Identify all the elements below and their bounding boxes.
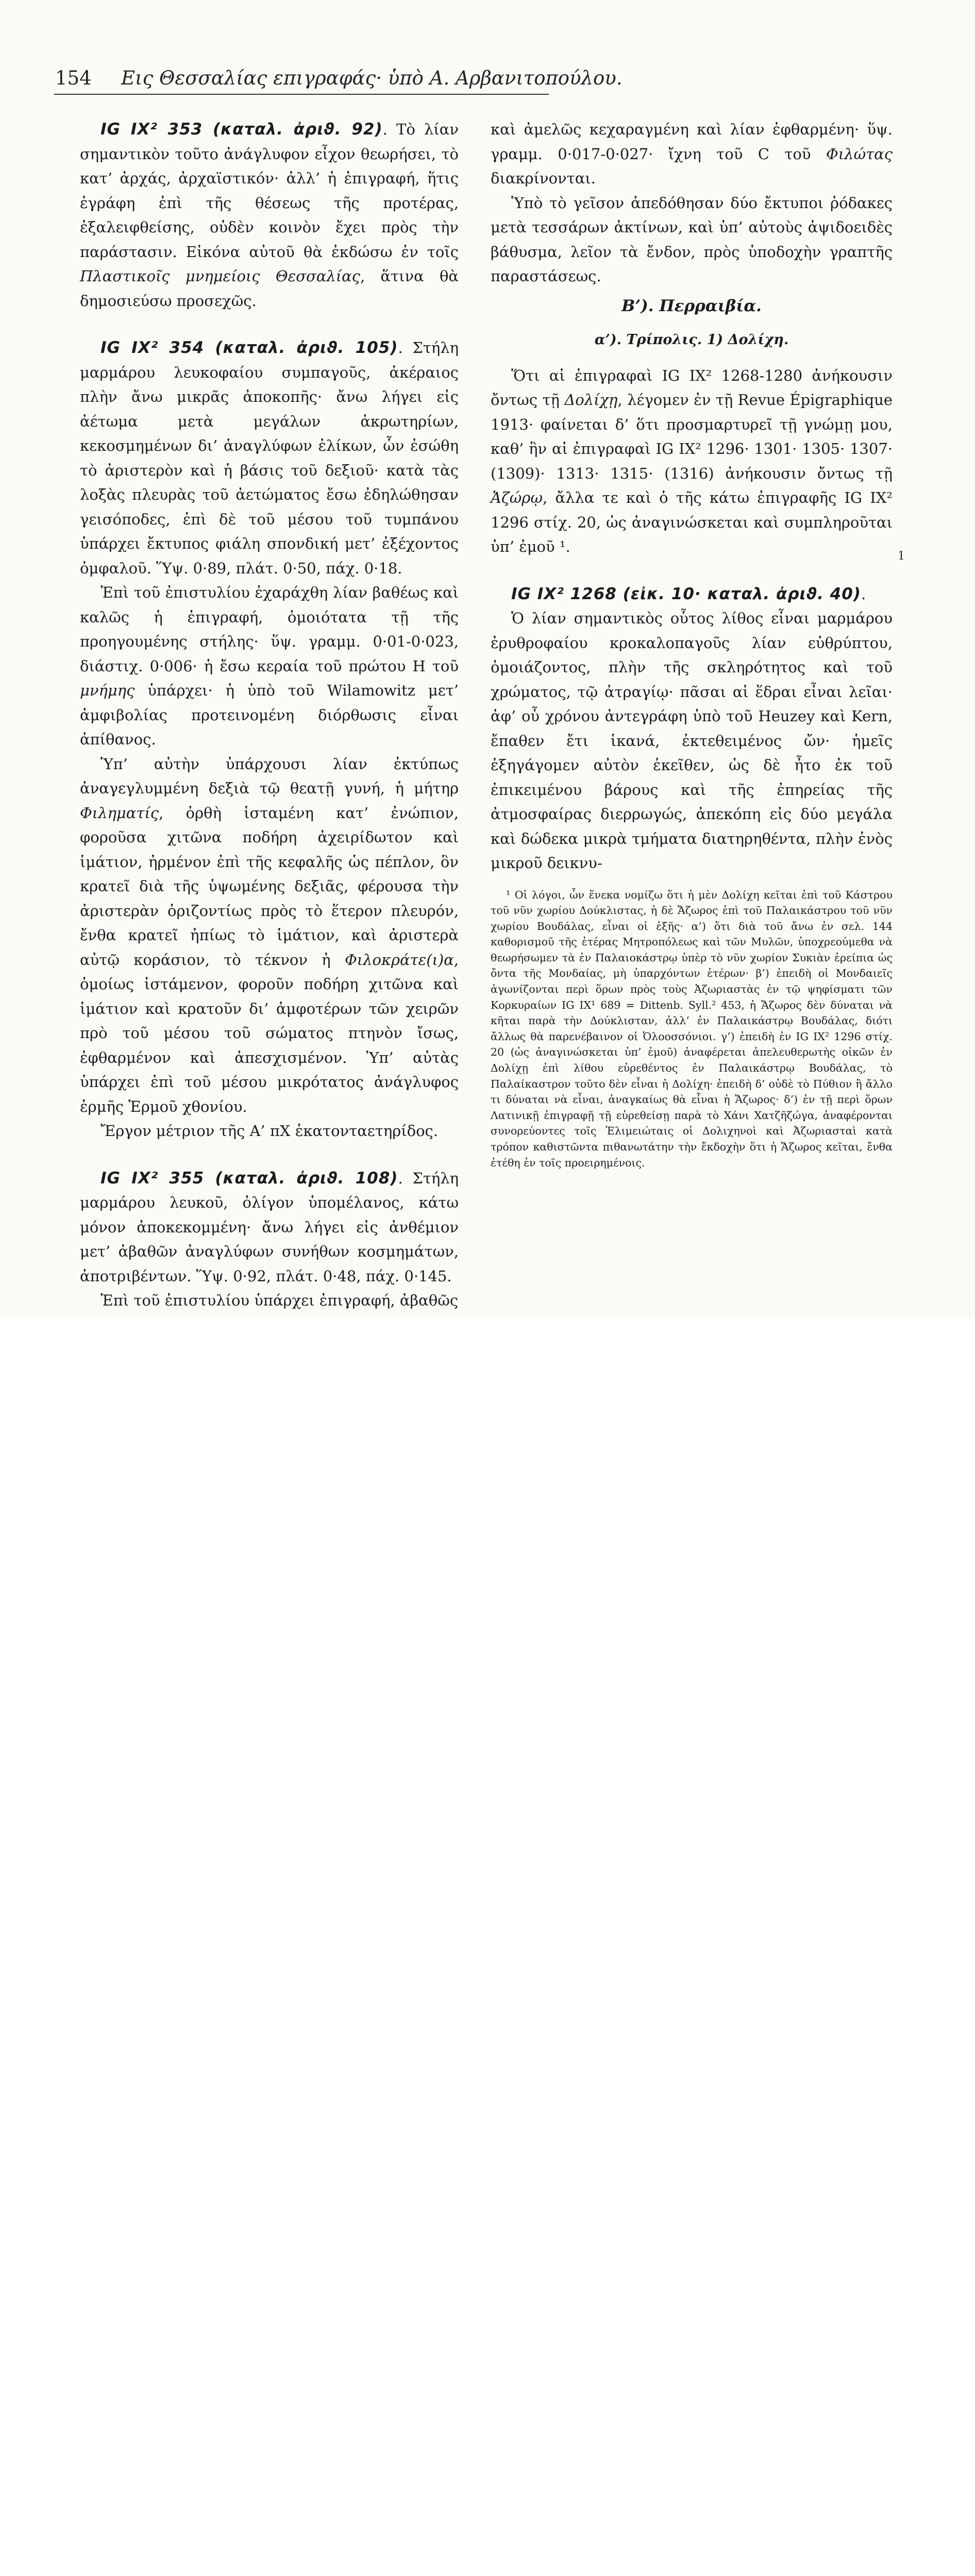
- margin-note: 1: [898, 550, 905, 563]
- entry-353: IG IX² 353 (καταλ. ἀριϑ. 92). Τὸ λίαν σημαντικὸν τοῦτο ἀνάγλυφον εἶχον θεωρήσει, τὸ κατ’ ἀρχάς, ἀρχαϊστικόν· ἀλλ’ ἡ ἐπιγραφή, ἥτις ἐγράφη ἐπὶ τῆς θέσεως τῆς προτέρας, ἐξαλειφθείσης, οὐδὲν κοινὸν ἔχει πρὸς τὴν παράστασιν. Εἰκόνα αὐτοῦ θὰ ἐκδώσω ἐν τοῖς Πλαστικοῖς μνημείοις Θεσσαλίας, ἅτινα θὰ δημοσιεύσω προσεχῶς.: [80, 120, 459, 310]
- running-header: [54, 63, 623, 95]
- paragraph: καὶ ἀμελῶς κεχαραγμένη καὶ λίαν ἐφθαρμένη· ὕψ. γραμμ. 0·017-0·027· ἴχνη τοῦ C τοῦ Φιλώτας διακρίνονται.: [491, 121, 893, 187]
- entry-354: IG IX² 354 (καταλ. ἀριϑ. 105). Στήλη μαρμάρου λευκοφαίου συμπαγοῦς, ἀκέραιος πλὴν ἄνω μικρᾶς ἀποκοπῆς· ἄνω λήγει εἰς ἀέτωμα μετὰ μεγάλων ἀκρωτηρίων, κεκοσμημένων δι’ ἀναγλύφων ἑλίκων, ὧν ἐσώθη τὸ ἀριστερὸν καὶ ἡ βάσις τοῦ δεξιοῦ· κατὰ τὰς λοξὰς πλευρὰς τοῦ ἀετώματος ἔσω ἐδηλώθησαν γεισόποδες, ἐπὶ δὲ τοῦ μέσου τοῦ τυμπάνου ὑπάρχει ἔκτυπος φιάλη σπονδική μετ’ ἐξέχοντος ὀμφαλοῦ. Ὕψ. 0·89, πλάτ. 0·50, πάχ. 0·18.: [80, 338, 459, 577]
- paragraph: Ἔργον μέτριον τῆς Α’ πΧ ἑκατονταετηρίδος.: [100, 1122, 439, 1140]
- paragraph: Ὁ λίαν σημαντικὸς οὗτος λίθος εἶναι μαρμάρου ἐρυθροφαίου κροκαλοπαγοῦς λίαν εὐθρύπτου, ὁμοιάζοντος, πλὴν τῆς σκληρότητος καὶ τοῦ χρώματος, τῷ ἀτραγίῳ· πᾶσαι αἱ ἕδραι εἶναι λεῖαι· ἀφ’ οὗ χρόνου ἀντεγράφη ὑπὸ τοῦ Heuzey καὶ Kern, ἔπαθεν ἔτι ἱκανά, ἐκτεθειμένος ὤν· ἡμεῖς ἐξηγάγομεν αὐτὸν ἐκεῖθεν, ὡς δὲ ἦτο ἐκ τοῦ ἐπικειμένου βάρους καὶ τῆς ἐπηρείας τῆς ἀτμοσφαίρας διερρωγώς, ἀπεκόπη εἰς δύο μεγάλα καὶ δώδεκα μικρὰ τμήματα διατηρηθέντα, πλὴν ἑνὸς μικροῦ δεικνυ-: [491, 609, 893, 872]
- entry-ref: IG IX² 354 (καταλ. ἀριϑ. 105): [100, 338, 398, 357]
- section-heading: Β’). Περραιβία.: [621, 296, 762, 315]
- entry-1268: IG IX² 1268 (εἰκ. 10· καταλ. ἀριϑ. 40).: [511, 584, 866, 603]
- paragraph: Ἐπὶ τοῦ ἐπιστυλίου ὑπάρχει ἐπιγραφή, ἀβαθῶς: [100, 1292, 459, 1309]
- footer-bar: [0, 1319, 975, 1393]
- paragraph: Ὑπ’ αὐτὴν ὑπάρχουσι λίαν ἐκτύπως ἀναγεγλυμμένη δεξιὰ τῷ θεατῇ γυνή, ἡ μήτηρ Φιληματίς, ὀρθὴ ἱσταμένη κατ’ ἐνώπιον, φοροῦσα χιτῶνα ποδήρη ἀχειρίδωτον καὶ ἱμάτιον, ἠρμένον ἐπὶ τῆς κεφαλῆς ὡς πέπλον, ὃν κρατεῖ διὰ τῆς ὑψωμένης δεξιᾶς, φέρουσα τὴν ἀριστερὰν ὁριζοντίως πρὸς τὸ ἕτερον πλευρόν, ἔνθα κρατεῖ ἠπίως τὸ ἱμάτιον, καὶ ἀριστερὰ αὐτῷ κοράσιον, τὸ τέκνον ἡ Φιλοκράτε(ι)α, ὁμοίως ἱστάμενον, φοροῦν ποδήρη χιτῶνα καὶ ἱμάτιον καὶ κρατοῦν δι’ ἀμφοτέρων τῶν χειρῶν πρὸ τοῦ μέσου τοῦ σώματος πτηνὸν ἴσως, ἐφθαρμένον καὶ ἀπεσχισμένον. Ὑπ’ αὐτὰς ὑπάρχει ἐπὶ τοῦ μέσου μικρότατος ἀνάγλυφος ἑρμῆς Ἑρμοῦ χθονίου.: [80, 755, 459, 1115]
- right-column: [491, 117, 893, 1171]
- footnote-text: ¹ Οἱ λόγοι, ὧν ἕνεκα νομίζω ὅτι ἡ μὲν Δολίχη κεῖται ἐπὶ τοῦ Κάστρου τοῦ νῦν χωρίου Δούκλιστας, ἡ δὲ Ἄζωρος ἐπὶ τοῦ Παλαικάστρου τοῦ νῦν χωρίου Βουδάλας, εἶναι οἱ ἑξῆς· α’) ὅτι διὰ τοῦ ἄνω ἐν σελ. 144 καθορισμοῦ τῆς ἑτέρας Μητροπόλεως καὶ τῶν Μυλῶν, ὑποχρεούμεθα νὰ θεωρήσωμεν τὰ ἐν Παλαιοκάστρῳ ὑπὲρ τὸ νῦν χωρίον Συκιὰν ἐρείπια ὡς ὄντα τῆς Μονδαίας, μὴ ὑπαρχόντων ἑτέρων· β’) ἐπειδὴ οἱ Μονδαιεῖς ἀγωνίζονται περὶ ὅρων πρὸς τοὺς Ἀζωριαστὰς ἐν τῷ ψηφίσματι τῶν Κορκυραίων IG IX¹ 689 = Dittenb. Syll.² 453, ἡ Ἄζωρος δὲν δύναται νὰ κῆται παρὰ τὴν Δούκλισταν, ἀλλ’ ἐν Παλαικάστρῳ Βουδάλας, διότι ἄλλως θὰ παρενέβαινον οἱ Ὀλοοσσόνιοι. γ’) ἐπειδὴ ἐν IG IX² 1296 στίχ. 20 (ὡς ἀναγινώσκεται ὑπ’ ἐμοῦ) ἀναφέρεται ἀπελευθερωτὴς οἰκῶν ἐν Δολίχῃ ἐπὶ λίθου εὑρεθέντος ἐν Παλαικάστρῳ Βουδάλας, τὸ Παλαίκαστρον τοῦτο δὲν εἶναι ἡ Δολίχη· ἐπειδὴ δ’ οὐδὲ τὸ Πύθιον ἢ ἄλλο τι δύναται νὰ εἶναι, ἀναγκαίως θὰ εἶναι ἡ Ἄζωρος· δ’) ἐν τῇ περὶ ὅρων Λατινικῇ ἐπιγραφῇ τῇ εὑρεθείσῃ παρὰ τὸ Χάνι Χατζῆζώγα, ἀναφέρονται συνορεύοντες τοῖς Ἐλιμειώταις οἱ Δολιχηνοὶ καὶ Ἀζωριασταὶ κατὰ τρόπον καθιστῶντα πιθανωτάτην τὴν ἔκδοχὴν ὅτι ἡ Ἄζωρος κεῖται, ἔνθα ἐτέθη ἐν τοῖς προειρημένοις.: [491, 888, 893, 1169]
- paragraph: Ἐπὶ τοῦ ἐπιστυλίου ἐχαράχθη λίαν βαθέως καὶ καλῶς ἡ ἐπιγραφή, ὁμοιότατα τῇ τῆς προηγουμένης στήλης· ὕψ. γραμμ. 0·01-0·023, διάστιχ. 0·006· ἡ ἔσω κεραία τοῦ πρώτου Η τοῦ μνήμης ὑπάρχει· ἡ ὑπὸ τοῦ Wilamowitz μετ’ ἀμφιβολίας προτεινομένη διόρθωσις εἶναι ἀπίθανος.: [80, 584, 459, 748]
- paragraph: Ὅτι αἱ ἐπιγραφαὶ IG IX² 1268-1280 ἀνήκουσιν ὄντως τῇ Δολίχῃ, λέγομεν ἐν τῇ Revue Épigraphique 1913· φαίνεται δ’ ὅτι προσμαρτυρεῖ τῇ γνώμῃ μου, καθ’ ἣν αἱ ἐπιγραφαὶ IG IX² 1296· 1301· 1305· 1307· (1309)· 1313· 1315· (1316) ἀνήκουσιν ὄντως τῇ Ἀζώρῳ, ἄλλα τε καὶ ὁ τῆς κάτω ἐπιγραφῆς IG IX² 1296 στίχ. 20, ὡς ἀναγινώσκεται καὶ συμπληροῦται ὑπ’ ἐμοῦ ¹.: [491, 366, 893, 555]
- footnote: [491, 887, 893, 1171]
- running-title: Εις Θεσσαλίας επιγραφάς· ὑπὸ Α. Αρβανιτοπούλου.: [121, 67, 623, 89]
- page-number: 154: [55, 67, 92, 89]
- entry-ref: IG IX² 353 (καταλ. ἀριϑ. 92): [100, 120, 383, 139]
- entry-ref: IG IX² 355 (καταλ. ἀριϑ. 108): [100, 1168, 398, 1188]
- left-column: [80, 117, 459, 1313]
- subsection-heading: α’). Τρίπολις. 1) Δολίχη.: [594, 332, 789, 348]
- entry-355: IG IX² 355 (καταλ. ἀριϑ. 108). Στήλη μαρμάρου λευκοῦ, ὀλίγον ὑπομέλανος, κάτω μόνον ἀποκεκομμένη· ἄνω λήγει εἰς ἀνθέμιον μετ’ ἀβαθῶν ἀναγλύφων συνήθων κοσμημάτων, ἀποτριβέντων. Ὕψ. 0·92, πλάτ. 0·48, πάχ. 0·145.: [80, 1168, 459, 1285]
- paragraph: Ὑπὸ τὸ γεῖσον ἀπεδόθησαν δύο ἔκτυποι ῥόδακες μετὰ τεσσάρων ἀκτίνων, καὶ ὑπ’ αὐτοὺς ἀψιδοειδὲς βάθυσμα, λεῖον τὰ ἔνδον, πρὸς ὑποδοχὴν γραπτῆς παραστάσεως.: [491, 194, 893, 285]
- entry-ref: IG IX² 1268 (εἰκ. 10· καταλ. ἀριϑ. 40): [511, 584, 861, 603]
